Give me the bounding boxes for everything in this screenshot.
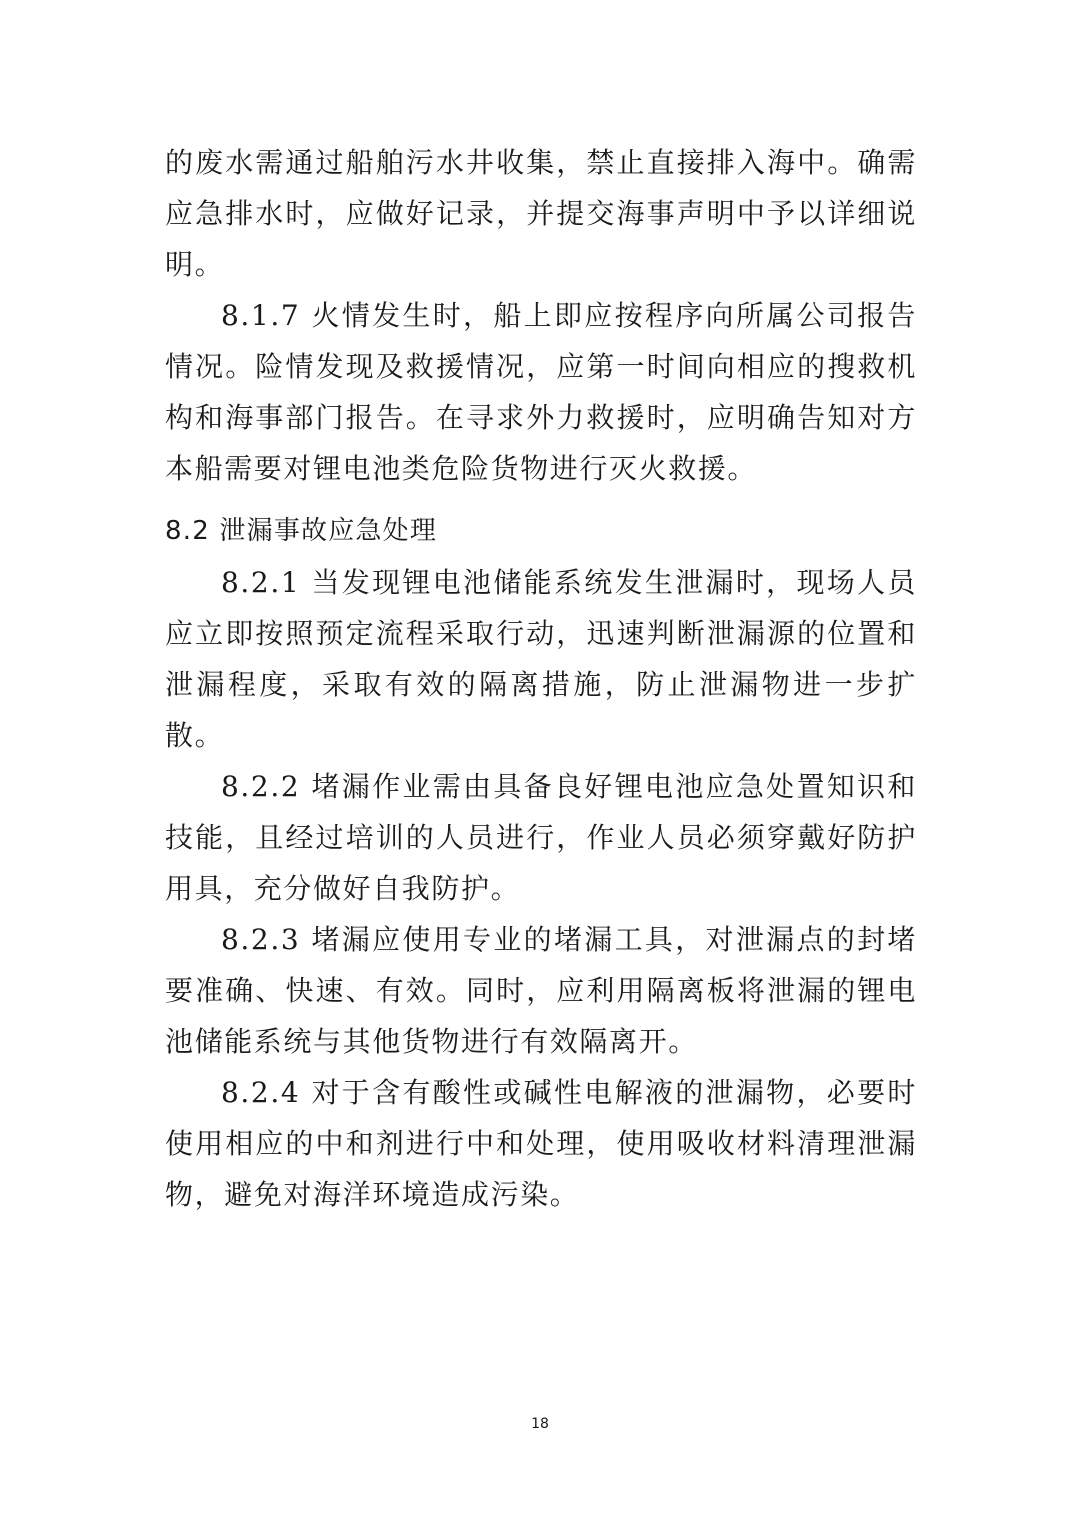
paragraph-8-2-1: 8.2.1 当发现锂电池储能系统发生泄漏时，现场人员应立即按照预定流程采取行动，迅速判断泄漏源的位置和泄漏程度，采取有效的隔离措施，防止泄漏物进一步扩散。 <box>165 566 917 752</box>
paragraph-continuation: 的废水需通过船舶污水井收集，禁止直接排入海中。确需应急排水时，应做好记录，并提交海事声明中予以详细说明。 <box>165 146 917 281</box>
paragraph-8-2-3: 8.2.3 堵漏应使用专业的堵漏工具，对泄漏点的封堵要准确、快速、有效。同时，应利用隔离板将泄漏的锂电池储能系统与其他货物进行有效隔离开。 <box>165 923 917 1058</box>
section-heading-8-2: 8.2 泄漏事故应急处理 <box>165 516 438 546</box>
page-number: 18 <box>531 1416 549 1432</box>
paragraph-8-2-2: 8.2.2 堵漏作业需由具备良好锂电池应急处置知识和技能，且经过培训的人员进行，作业人员必须穿戴好防护用具，充分做好自我防护。 <box>165 770 917 905</box>
paragraph-8-1-7: 8.1.7 火情发生时，船上即应按程序向所属公司报告情况。险情发现及救援情况，应第一时间向相应的搜救机构和海事部门报告。在寻求外力救援时，应明确告知对方本船需要对锂电池类危险货物进行灭火救援。 <box>165 299 917 485</box>
paragraph-8-2-4: 8.2.4 对于含有酸性或碱性电解液的泄漏物，必要时使用相应的中和剂进行中和处理，使用吸收材料清理泄漏物，避免对海洋环境造成污染。 <box>165 1076 917 1211</box>
page-body <box>165 137 917 1220</box>
